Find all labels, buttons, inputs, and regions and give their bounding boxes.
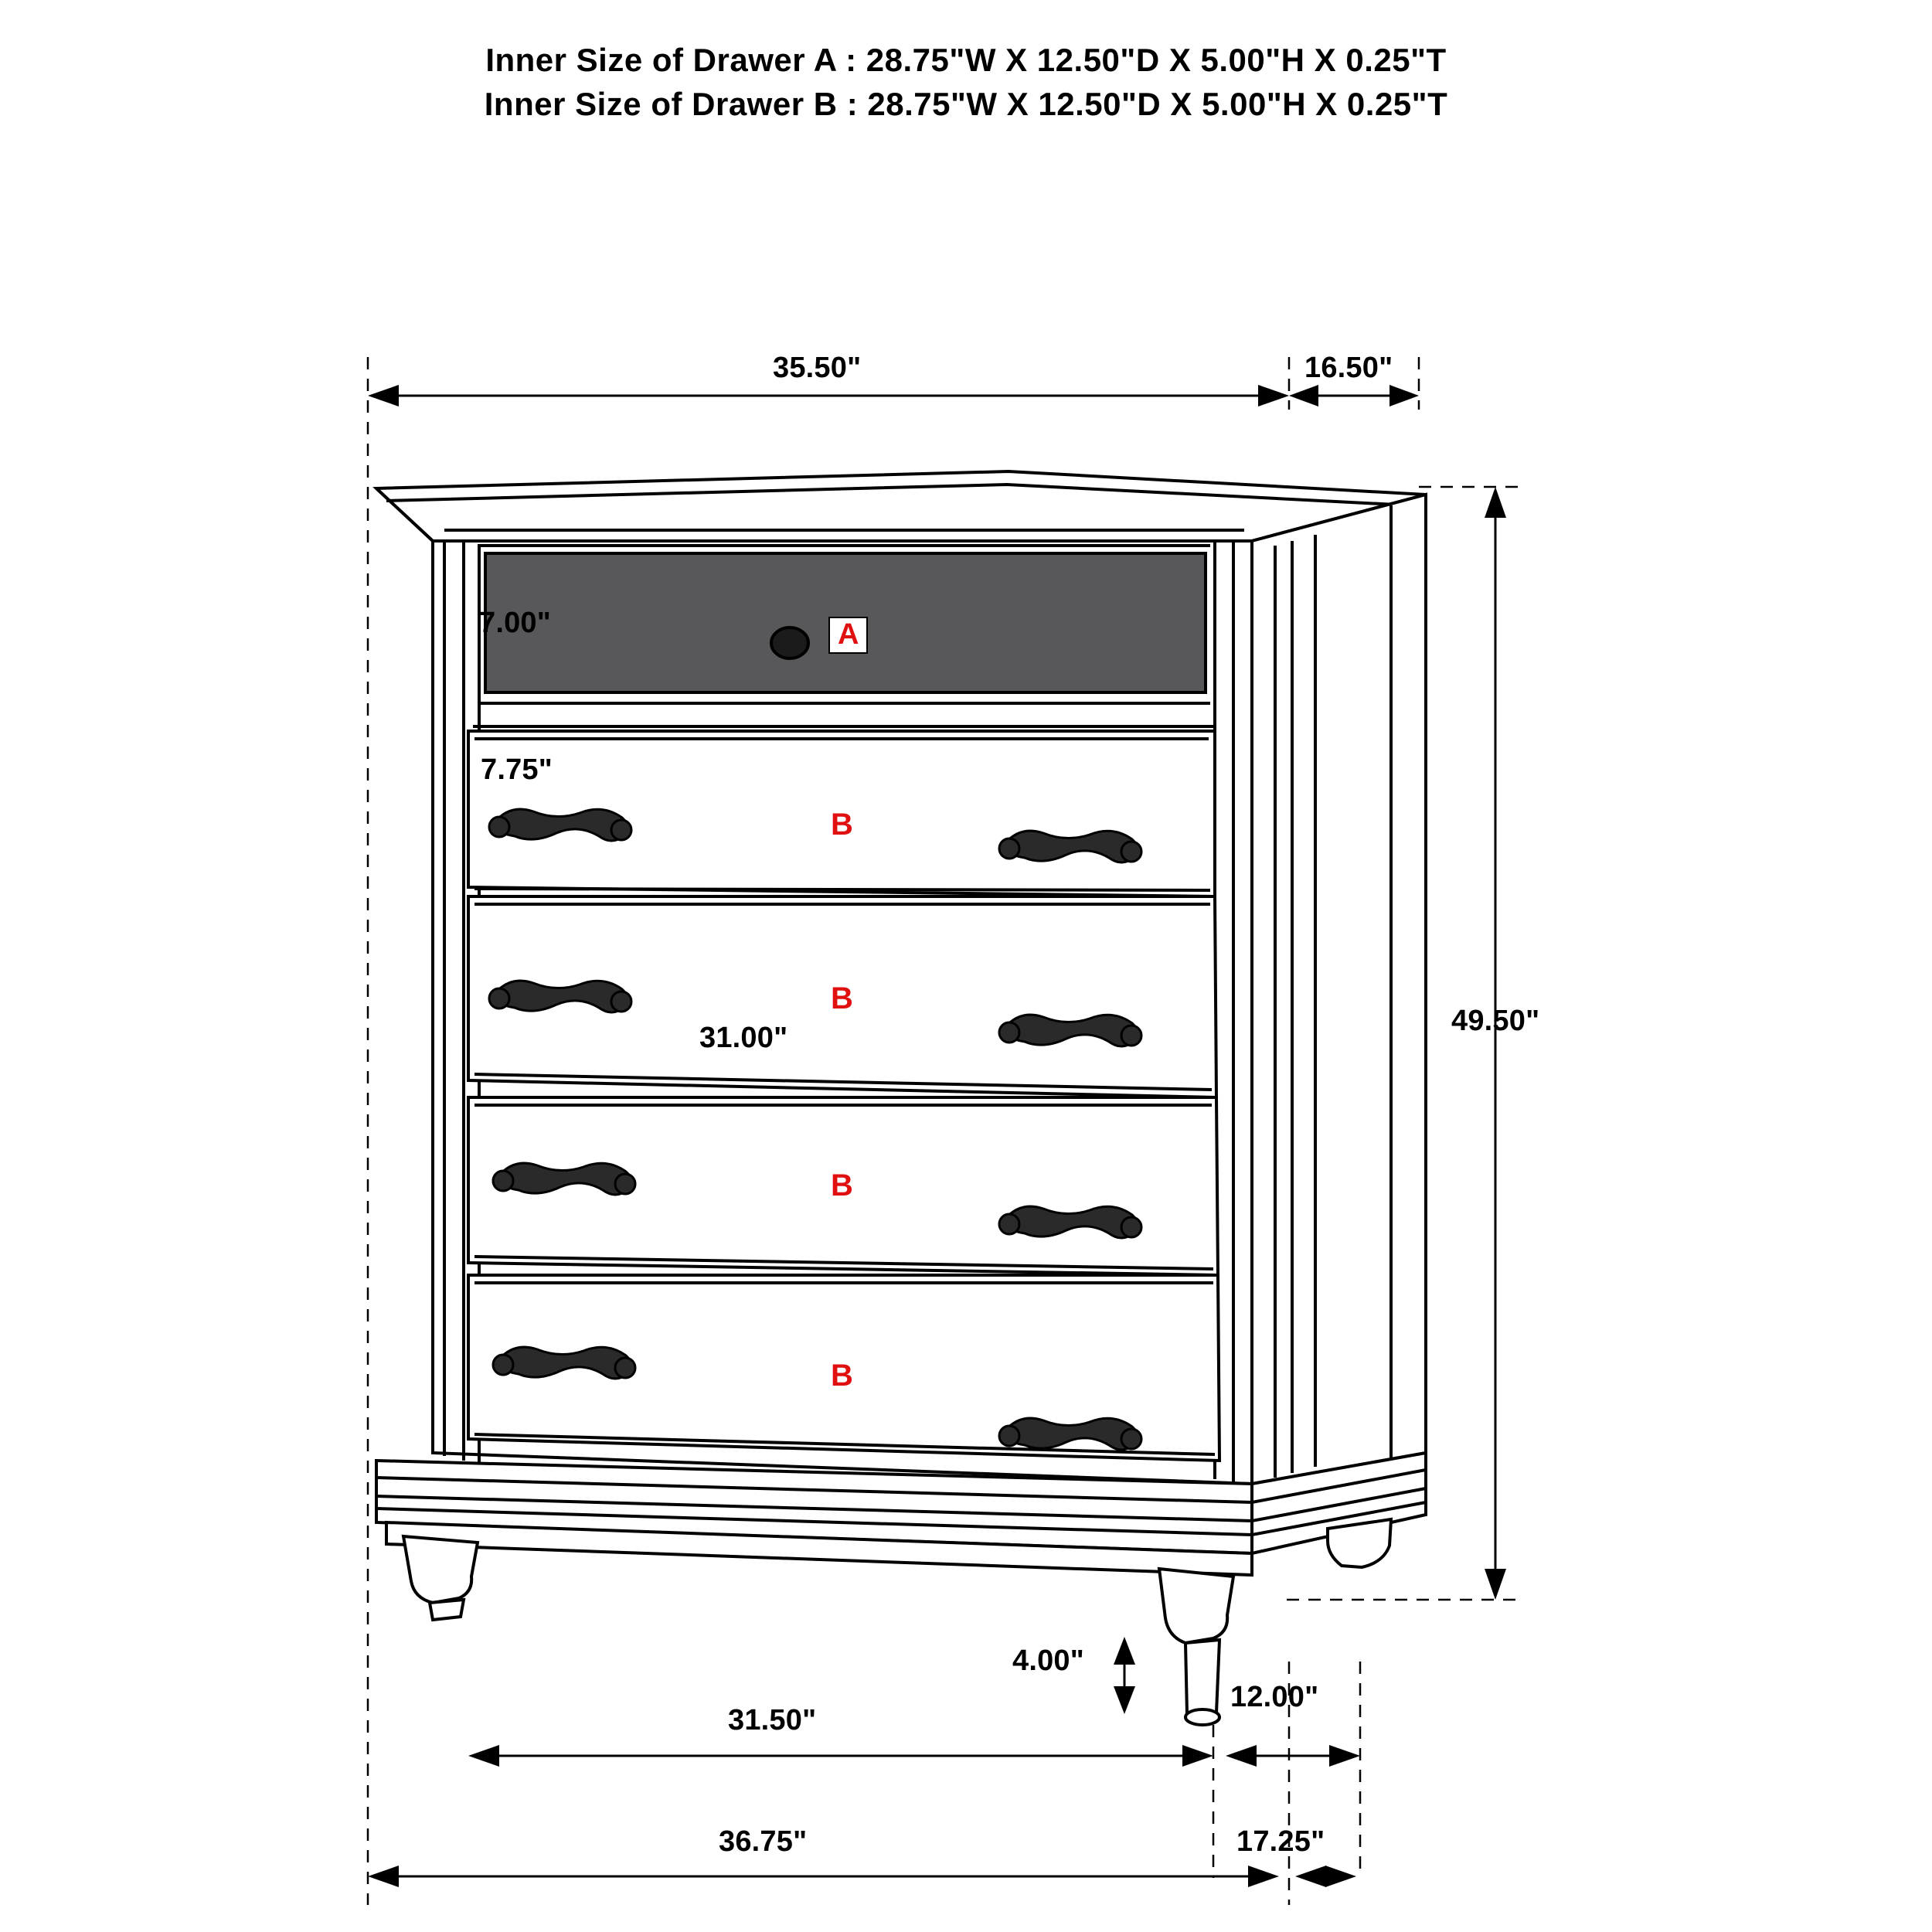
dim-label-drawer-front-width: 31.00" — [699, 1022, 788, 1054]
dim-label-base-outer-width: 36.75" — [719, 1825, 808, 1858]
drawer-b-spec-line: Inner Size of Drawer B : 28.75"W X 12.50"D X 5.00"H X 0.25"T — [484, 85, 1448, 122]
dim-label-top-width: 35.50" — [773, 352, 862, 384]
dim-label-drawer-a-height: 7.00" — [479, 607, 551, 639]
handle-icon — [495, 981, 628, 1012]
handle-icon — [1005, 1418, 1138, 1450]
handle-icon — [1005, 1206, 1138, 1238]
dim-label-drawer-b-height: 7.75" — [481, 753, 553, 786]
drawer-a-spec-line: Inner Size of Drawer A : 28.75"W X 12.50"D X 5.00"H X 0.25"T — [485, 42, 1447, 78]
drawer-label-b-3: B — [831, 1168, 853, 1202]
dim-label-top-depth: 16.50" — [1304, 352, 1393, 384]
dim-label-base-outer-depth: 17.25" — [1236, 1825, 1325, 1858]
handle-icon — [1005, 1015, 1138, 1046]
drawer-label-b-4: B — [831, 1359, 853, 1393]
dim-label-base-inner-width: 31.50" — [728, 1704, 817, 1736]
drawer-label-b-1: B — [831, 808, 853, 842]
handle-icon — [495, 809, 628, 841]
drawer-label-a: A — [828, 617, 868, 654]
dim-label-leg-height: 4.00" — [1012, 1645, 1084, 1677]
handle-icon — [498, 1347, 631, 1379]
handle-icon — [498, 1163, 631, 1195]
handle-icon — [1005, 831, 1138, 862]
drawer-label-b-2: B — [831, 981, 853, 1015]
dim-label-base-inner-depth: 12.00" — [1230, 1681, 1319, 1713]
dim-label-overall-height: 49.50" — [1451, 1005, 1540, 1037]
